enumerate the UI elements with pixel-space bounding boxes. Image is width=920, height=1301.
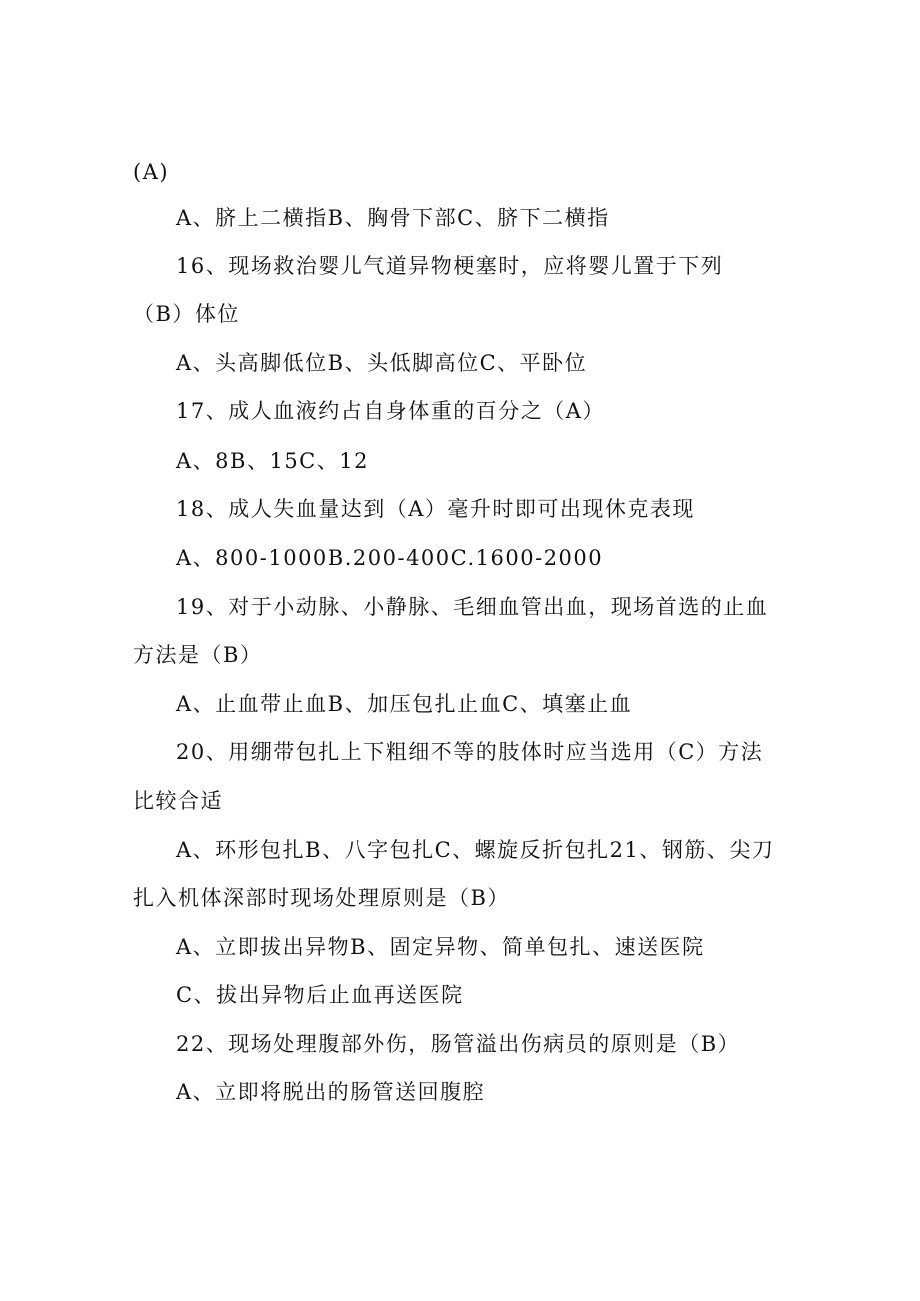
- question-line: 19、对于小动脉、小静脉、毛细血管出血，现场首选的止血: [176, 595, 769, 619]
- options-line: A、800-1000B.200-400C.1600-2000: [176, 546, 604, 570]
- answer-line: (A): [133, 160, 170, 184]
- options-line: A、止血带止血B、加压包扎止血C、填塞止血: [176, 692, 633, 716]
- question-line: 22、现场处理腹部外伤，肠管溢出伤病员的原则是（B）: [176, 1032, 741, 1056]
- options-line: A、8B、15C、12: [176, 449, 369, 473]
- question-continuation-line: 方法是（B）: [133, 643, 263, 667]
- question-line: 17、成人血液约占自身体重的百分之（A）: [176, 399, 605, 423]
- options-line: C、拔出异物后止血再送医院: [176, 983, 464, 1007]
- options-line: A、立即拔出异物B、固定异物、简单包扎、速送医院: [176, 935, 705, 959]
- question-line: 20、用绷带包扎上下粗细不等的肢体时应当选用（C）方法: [176, 740, 764, 764]
- question-line: 18、成人失血量达到（A）毫升时即可出现休克表现: [176, 497, 695, 521]
- options-line: A、脐上二横指B、胸骨下部C、脐下二横指: [176, 206, 610, 230]
- options-line: A、环形包扎B、八字包扎C、螺旋反折包扎21、钢筋、尖刀: [176, 838, 775, 862]
- question-continuation-line: 扎入机体深部时现场处理原则是（B）: [133, 886, 510, 910]
- question-continuation-line: （B）体位: [133, 302, 240, 326]
- options-line: A、头高脚低位B、头低脚高位C、平卧位: [176, 351, 588, 375]
- options-line: A、立即将脱出的肠管送回腹腔: [176, 1080, 486, 1104]
- question-line: 16、现场救治婴儿气道异物梗塞时，应将婴儿置于下列: [176, 254, 724, 278]
- question-continuation-line: 比较合适: [133, 789, 223, 813]
